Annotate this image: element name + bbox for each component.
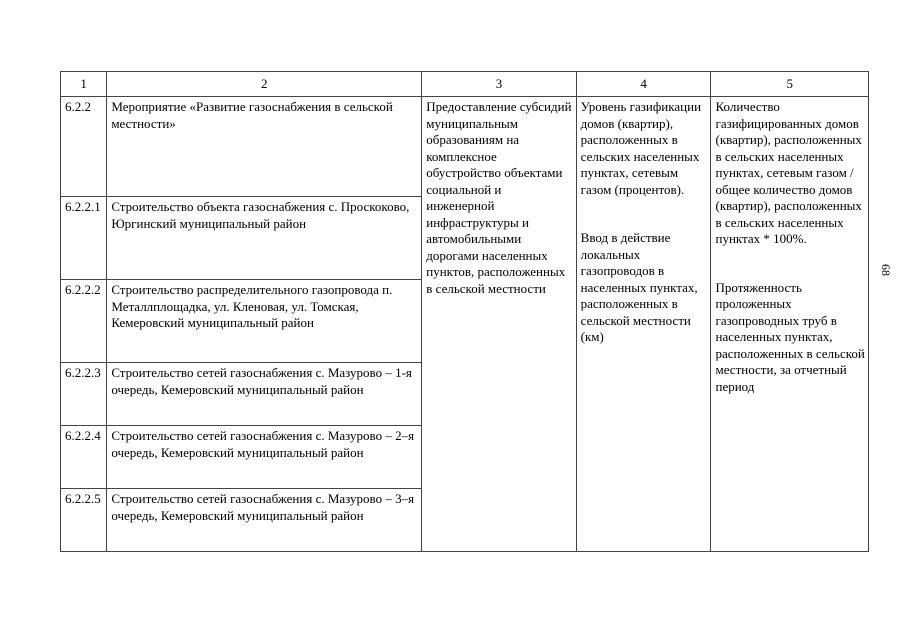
page-number: 68 <box>879 264 893 276</box>
header-cell-5: 5 <box>711 72 869 97</box>
row-number: 6.2.2.2 <box>61 280 107 363</box>
row-number: 6.2.2.4 <box>61 426 107 489</box>
header-row <box>61 72 869 97</box>
row-number: 6.2.2.1 <box>61 197 107 280</box>
program-table <box>60 71 869 552</box>
header-cell-3: 3 <box>422 72 576 97</box>
header-cell-2: 2 <box>107 72 422 97</box>
row-name: Мероприятие «Развитие газоснабжения в сельской местности» <box>107 97 422 197</box>
formula-pipeline-length: Протяженность проложенных газопроводных труб в населенных пунктах, расположенных в сельской местности, за отчетный период <box>715 279 865 394</box>
formula-cell <box>711 97 869 552</box>
table-row <box>61 97 869 197</box>
row-number: 6.2.2.3 <box>61 363 107 426</box>
row-name: Строительство объекта газоснабжения с. Проскоково, Юргинский муниципальный район <box>107 197 422 280</box>
header-cell-1: 1 <box>61 72 107 97</box>
indicator-cell <box>576 97 711 552</box>
row-name: Строительство сетей газоснабжения с. Мазурово – 2–я очередь, Кемеровский муниципальный район <box>107 426 422 489</box>
indicator-gasification-level: Уровень газификации домов (квартир), расположенных в сельских населенных пунктах, сетевым газом (процентов). <box>580 99 702 197</box>
row-name: Строительство сетей газоснабжения с. Мазурово – 3–я очередь, Кемеровский муниципальный район <box>107 489 422 552</box>
purpose-cell: Предоставление субсидий муниципальным образованиям на комплексное обустройство объектами социальной и инженерной инфраструктуры и автомобильными дорогами населенных пунктов, расположенных в сельской местности <box>422 97 576 552</box>
row-name: Строительство сетей газоснабжения с. Мазурово – 1-я очередь, Кемеровский муниципальный район <box>107 363 422 426</box>
formula-gasification-level: Количество газифицированных домов (квартир), расположенных в сельских населенных пунктах, сетевым газом / общее количество домов (квартир), расположенных в сельских населенных пунктах * 100%. <box>715 99 862 246</box>
row-number: 6.2.2.5 <box>61 489 107 552</box>
indicator-pipeline-commissioning: Ввод в действие локальных газопроводов в населенных пунктах, расположенных в сельской местности (км) <box>580 230 698 344</box>
header-cell-4: 4 <box>576 72 711 97</box>
row-name: Строительство распределительного газопровода п. Металлплощадка, ул. Кленовая, ул. Томская, Кемеровский муниципальный район <box>107 280 422 363</box>
row-number: 6.2.2 <box>61 97 107 197</box>
